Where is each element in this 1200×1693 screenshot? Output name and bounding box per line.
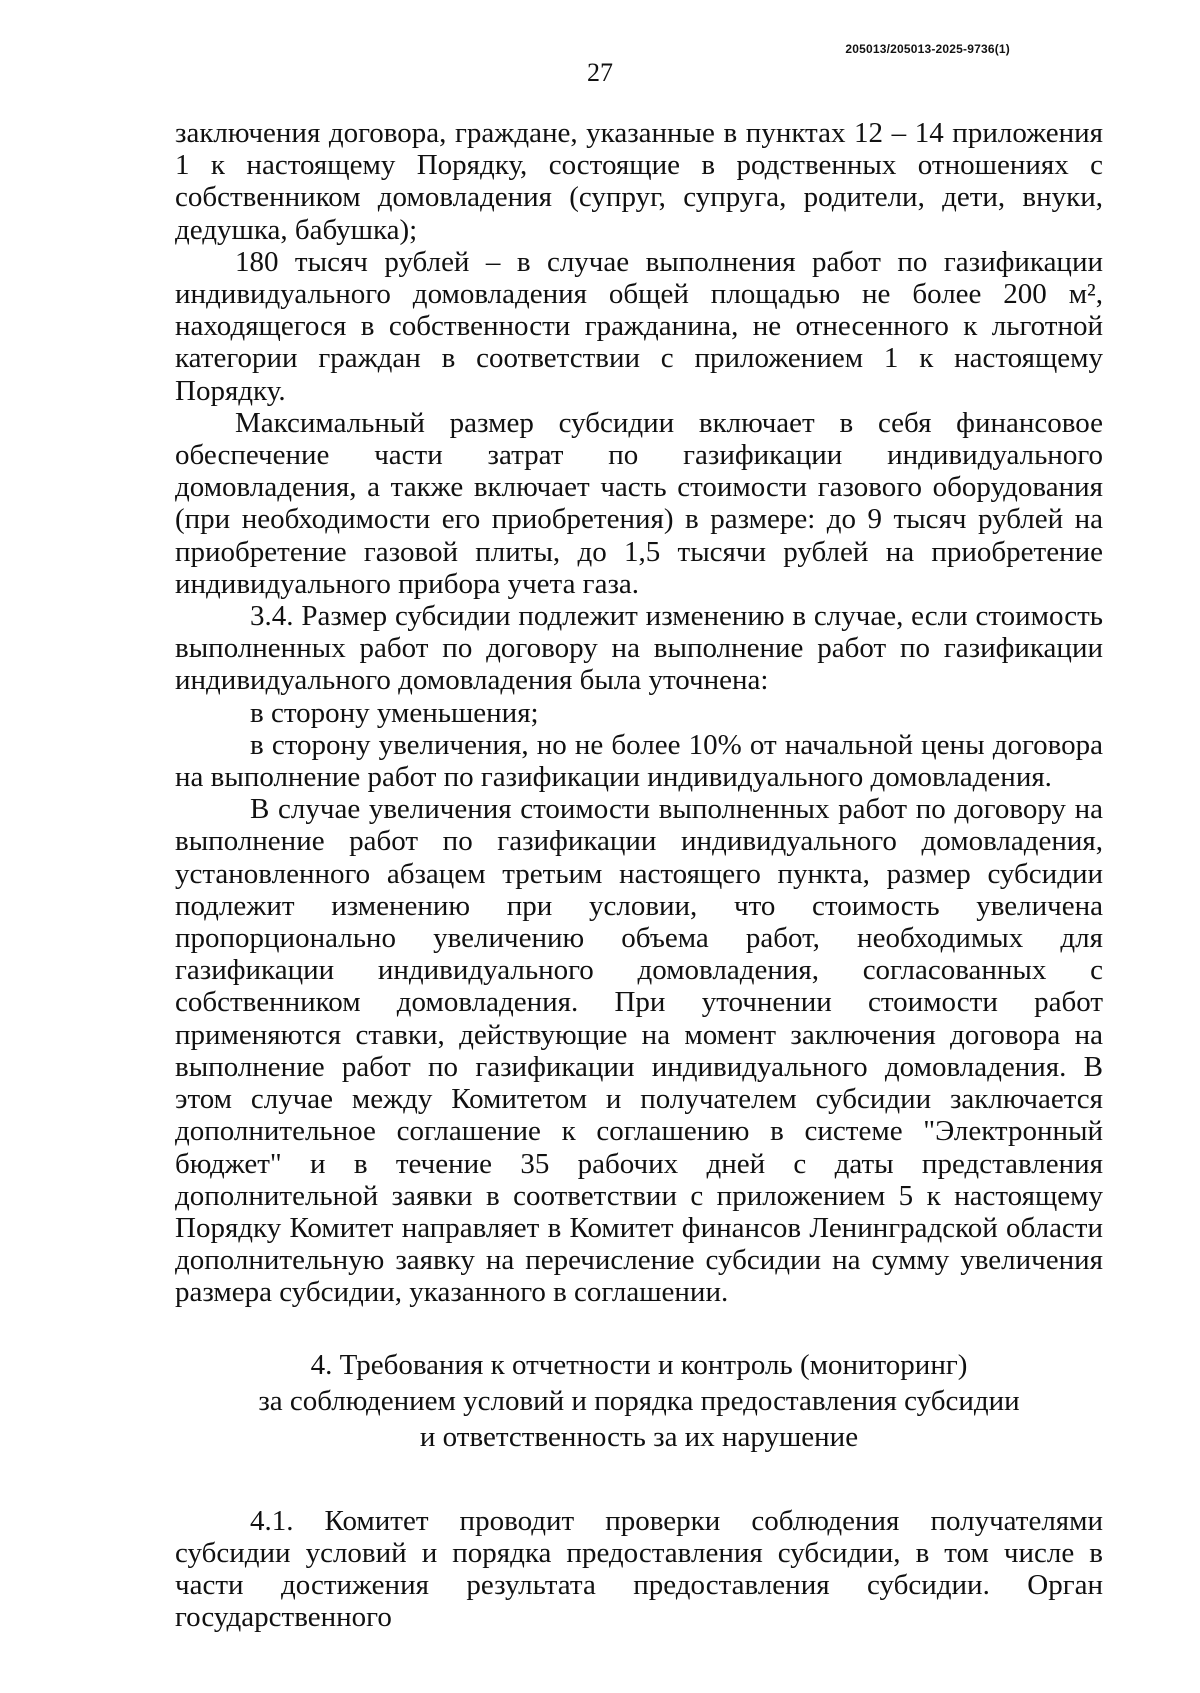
paragraph: 4.1. Комитет проводит проверки соблюдения получателями субсидии условий и порядка предоставления субсидии, в том числе в части достижения результата предоставления субсидии. Орган государственного [175, 1504, 1103, 1634]
paragraph: 180 тысяч рублей – в случае выполнения работ по газификации индивидуального домовладения общей площадью не более 200 м², находящегося в собственности гражданина, не отнесенного к льготной категории граждан в соответствии с приложением 1 к настоящему Порядку. [175, 245, 1103, 407]
section-heading-line: за соблюдением условий и порядка предоставления субсидии [258, 1384, 1020, 1417]
section-heading [175, 1347, 1103, 1455]
paragraph: в сторону уменьшения; [250, 696, 539, 729]
document-id: 205013/205013-2025-9736(1) [845, 42, 1010, 56]
document-body [175, 117, 1103, 1633]
paragraph: В случае увеличения стоимости выполненных работ по договору на выполнение работ по газификации индивидуального домовладения, установленного абзацем третьим настоящего пункта, размер субсидии подлежит изменению при условии, что стоимость увеличена пропорционально увеличению объема работ, необходимых для газификации индивидуального домовладения, согласованных с собственником домовладения. При уточнении стоимости работ применяются ставки, действующие на момент заключения договора на выполнение работ по газификации индивидуального домовладения. В этом случае между Комитетом и получателем субсидии заключается дополнительное соглашение к соглашению в системе "Электронный бюджет" и в течение 35 рабочих дней с даты представления дополнительной заявки в соответствии с приложением 5 к настоящему Порядку Комитет направляет в Комитет финансов Ленинградской области дополнительную заявку на перечисление субсидии на сумму увеличения размера субсидии, указанного в соглашении. [175, 793, 1103, 1309]
page-number: 27 [587, 58, 613, 87]
paragraph: Максимальный размер субсидии включает в себя финансовое обеспечение части затрат по газификации индивидуального домовладения, а также включает часть стоимости газового оборудования (при необходимости его приобретения) в размере: до 9 тысяч рублей на приобретение газовой плиты, до 1,5 тысячи рублей на приобретение индивидуального прибора учета газа. [175, 406, 1103, 600]
paragraph: 3.4. Размер субсидии подлежит изменению в случае, если стоимость выполненных работ по договору на выполнение работ по газификации индивидуального домовладения была уточнена: [175, 600, 1103, 697]
section-heading-line: 4. Требования к отчетности и контроль (мониторинг) [310, 1348, 968, 1381]
paragraph: в сторону увеличения, но не более 10% от начальной цены договора на выполнение работ по газификации индивидуального домовладения. [175, 728, 1103, 794]
paragraph: заключения договора, граждане, указанные в пунктах 12 – 14 приложения 1 к настоящему Порядку, состоящие в родственных отношениях с собственником домовладения (супруг, супруга, родители, дети, внуки, дедушка, бабушка); [175, 117, 1103, 246]
section-heading-line: и ответственность за их нарушение [419, 1420, 859, 1453]
